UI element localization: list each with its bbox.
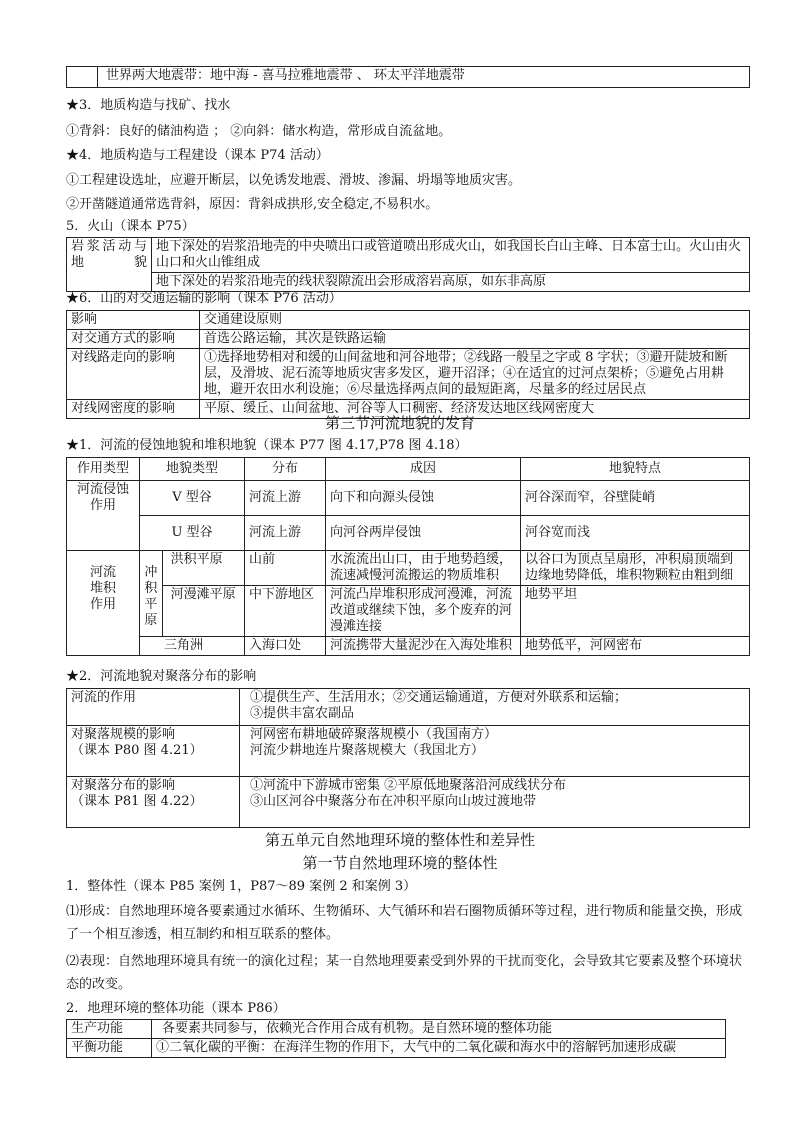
table-row xyxy=(67,458,750,481)
river-floodplain: 河漫滩平原 xyxy=(162,586,244,637)
transport-header-impact: 影响 xyxy=(67,311,200,330)
river-header-feature: 地貌特点 xyxy=(521,458,750,481)
settlement-row-2-value: 河网密布耕地破碎聚落规模小（我国南方） 河流少耕地连片聚落规模大（我国北方） xyxy=(240,726,750,777)
section-3-line-1: ①背斜：良好的储油构造 ； ②向斜：储水构造，常形成自流盆地。 xyxy=(66,124,452,139)
river-vvalley: V 型谷 xyxy=(140,481,245,516)
settlement-row-3-label: 对聚落分布的影响 （课本 P81 图 4.22） xyxy=(67,777,240,828)
function-row-2-value: ①二氧化碳的平衡：在海洋生物的作用下，大气中的二氧化碳和海水中的溶解钙加速形成碳 xyxy=(152,1039,726,1058)
section-3-title: ★3．地质构造与找矿、找水 xyxy=(66,98,231,113)
river-uvalley-feature: 河谷宽而浅 xyxy=(521,516,750,551)
table-row xyxy=(67,689,750,726)
earthquake-belt-text: 世界两大地震带：地中海 - 喜马拉雅地震带 、 环太平洋地震带 xyxy=(98,67,750,88)
volcano-label: 岩浆活动与地貌 xyxy=(67,238,152,292)
river-vvalley-cause: 向下和向源头侵蚀 xyxy=(326,481,521,516)
volcano-row-2: 地下深处的岩浆沿地壳的线状裂隙流出会形成溶岩高原，如东非高原 xyxy=(152,273,750,292)
table-row xyxy=(67,311,750,330)
settlement-table xyxy=(66,688,750,828)
section-4-line-2: ②开凿隧道通常选背斜，原因：背斜成拱形,安全稳定,不易积水。 xyxy=(66,197,439,212)
river-1-title: ★1．河流的侵蚀地貌和堆积地貌（课本 P77 图 4.17,P78 图 4.18） xyxy=(66,438,468,453)
river-delta: 三角洲 xyxy=(140,637,245,656)
transport-table xyxy=(66,310,750,419)
river-pluvial-plain: 洪积平原 xyxy=(162,551,244,586)
river-landform-table xyxy=(66,457,750,656)
river-delta-cause: 河流携带大量泥沙在入海处堆积 xyxy=(326,637,521,656)
settlement-row-1-value: ①提供生产、生活用水；②交通运输通道，方便对外联系和运输； ③提供丰富农副品 xyxy=(240,689,750,726)
transport-row-2-value: ①选择地势相对和缓的山间盆地和河谷地带；②线路一般呈之字或 8 字状；③避开陡坡和断层，及滑坡、泥石流等地质灾害多发区，避开沼泽；④在适宜的过河点架桥；⑤避免占用耕地，避开农田水利设施；⑥尽量选择两点间的最短距离，尽量多的经过居民点 xyxy=(200,349,750,400)
transport-row-1-value: 首选公路运输，其次是铁路运输 xyxy=(200,330,750,349)
settlement-row-3-value: ①河流中下游城市密集 ②平原低地聚落沿河成线状分布 ③山区河谷中聚落分布在冲积平原向山坡过渡地带 xyxy=(240,777,750,828)
transport-row-3-value: 平原、缓丘、山间盆地、河谷等人口稠密、经济发达地区线网密度大 xyxy=(200,400,750,419)
section-4-line-1: ①工程建设选址，应避开断层，以免诱发地震、滑坡、渗漏、坍塌等地质灾害。 xyxy=(66,173,522,188)
blank-cell xyxy=(67,67,98,88)
table-row xyxy=(67,726,750,777)
table-row xyxy=(67,516,750,551)
transport-row-3-label: 对线网密度的影响 xyxy=(67,400,200,419)
section-6-title: ★6．山的对交通运输的影响（课本 P76 活动） xyxy=(66,291,342,306)
table-row xyxy=(67,481,750,516)
wholeness-title: 1．整体性（课本 P85 案例 1，P87～89 案例 2 和案例 3） xyxy=(66,879,417,894)
table-row xyxy=(67,330,750,349)
table-row xyxy=(67,1020,726,1039)
function-row-1-label: 生产功能 xyxy=(67,1020,152,1039)
river-floodplain-distribution: 中下游地区 xyxy=(245,586,326,637)
river-2-title: ★2．河流地貌对聚落分布的影响 xyxy=(66,669,257,684)
river-header-cause: 成因 xyxy=(326,458,521,481)
section-3-heading: 第三节河流地貌的发育 xyxy=(324,414,475,432)
river-header-distribution: 分布 xyxy=(245,458,326,481)
wholeness-formation: ⑴形成：自然地理环境各要素通过水循环、生物循环、大气循环和岩石圈物质循环等过程，进行物质和能量交换，形成了一个相互渗透，相互制约和相互联系的整体。 xyxy=(66,904,743,942)
river-alluvial-label: 冲积平原 xyxy=(140,551,163,637)
river-pluvial-feature: 以谷口为顶点呈扇形，冲积扇顶端到边缘地势降低，堆积物颗粒由粗到细 xyxy=(521,551,750,586)
function-row-1-value: 各要素共同参与，依赖光合作用合成有机物。是自然环境的整体功能 xyxy=(152,1020,726,1039)
river-uvalley-distribution: 河流上游 xyxy=(245,516,326,551)
section-1-heading: 第一节自然地理环境的整体性 xyxy=(302,854,498,872)
river-uvalley: U 型谷 xyxy=(140,516,245,551)
river-pluvial-cause: 水流流出山口，由于地势趋缓，流速减慢河流搬运的物质堆积 xyxy=(326,551,521,586)
transport-row-1-label: 对交通方式的影响 xyxy=(67,330,200,349)
table-row xyxy=(67,637,750,656)
unit-5-heading: 第五单元自然地理环境的整体性和差异性 xyxy=(264,831,535,849)
function-table xyxy=(66,1019,726,1058)
table-row xyxy=(67,551,750,586)
section-4-title: ★4．地质构造与工程建设（课本 P74 活动） xyxy=(66,148,329,163)
settlement-row-1-label: 河流的作用 xyxy=(67,689,240,726)
table-row xyxy=(67,1039,726,1058)
wholeness-expression: ⑵表现：自然地理环境具有统一的演化过程；某一自然地理要素受到外界的干扰而变化，会导致其它要素及整个环境状态的改变。 xyxy=(66,954,743,992)
river-uvalley-cause: 向河谷两岸侵蚀 xyxy=(326,516,521,551)
function-title: 2．地理环境的整体功能（课本 P86） xyxy=(66,1001,286,1016)
volcano-table xyxy=(66,237,750,292)
table-row xyxy=(67,349,750,400)
river-delta-distribution: 入海口处 xyxy=(245,637,326,656)
table-row xyxy=(67,777,750,828)
river-vvalley-feature: 河谷深而窄，谷壁陡峭 xyxy=(521,481,750,516)
river-deposit-label: 河流堆积作用 xyxy=(67,551,140,656)
section-5-title: 5．火山（课本 P75） xyxy=(66,219,195,234)
river-header-type: 作用类型 xyxy=(67,458,140,481)
volcano-row-1: 地下深处的岩浆沿地壳的中央喷出口或管道喷出形成火山，如我国长白山主峰、日本富士山。火山由火山口和火山锥组成 xyxy=(152,238,750,273)
earthquake-belt-table xyxy=(66,66,750,88)
river-delta-feature: 地势低平，河网密布 xyxy=(521,637,750,656)
river-header-landform: 地貌类型 xyxy=(140,458,245,481)
table-row xyxy=(67,586,750,637)
transport-header-principle: 交通建设原则 xyxy=(200,311,750,330)
river-floodplain-feature: 地势平坦 xyxy=(521,586,750,637)
settlement-row-2-label: 对聚落规模的影响 （课本 P80 图 4.21） xyxy=(67,726,240,777)
transport-row-2-label: 对线路走向的影响 xyxy=(67,349,200,400)
river-pluvial-distribution: 山前 xyxy=(245,551,326,586)
function-row-2-label: 平衡功能 xyxy=(67,1039,152,1058)
river-floodplain-cause: 河流凸岸堆积形成河漫滩，河流改道或继续下蚀，多个废弃的河漫滩连接 xyxy=(326,586,521,637)
river-vvalley-distribution: 河流上游 xyxy=(245,481,326,516)
river-erosion-label: 河流侵蚀作用 xyxy=(67,481,140,551)
